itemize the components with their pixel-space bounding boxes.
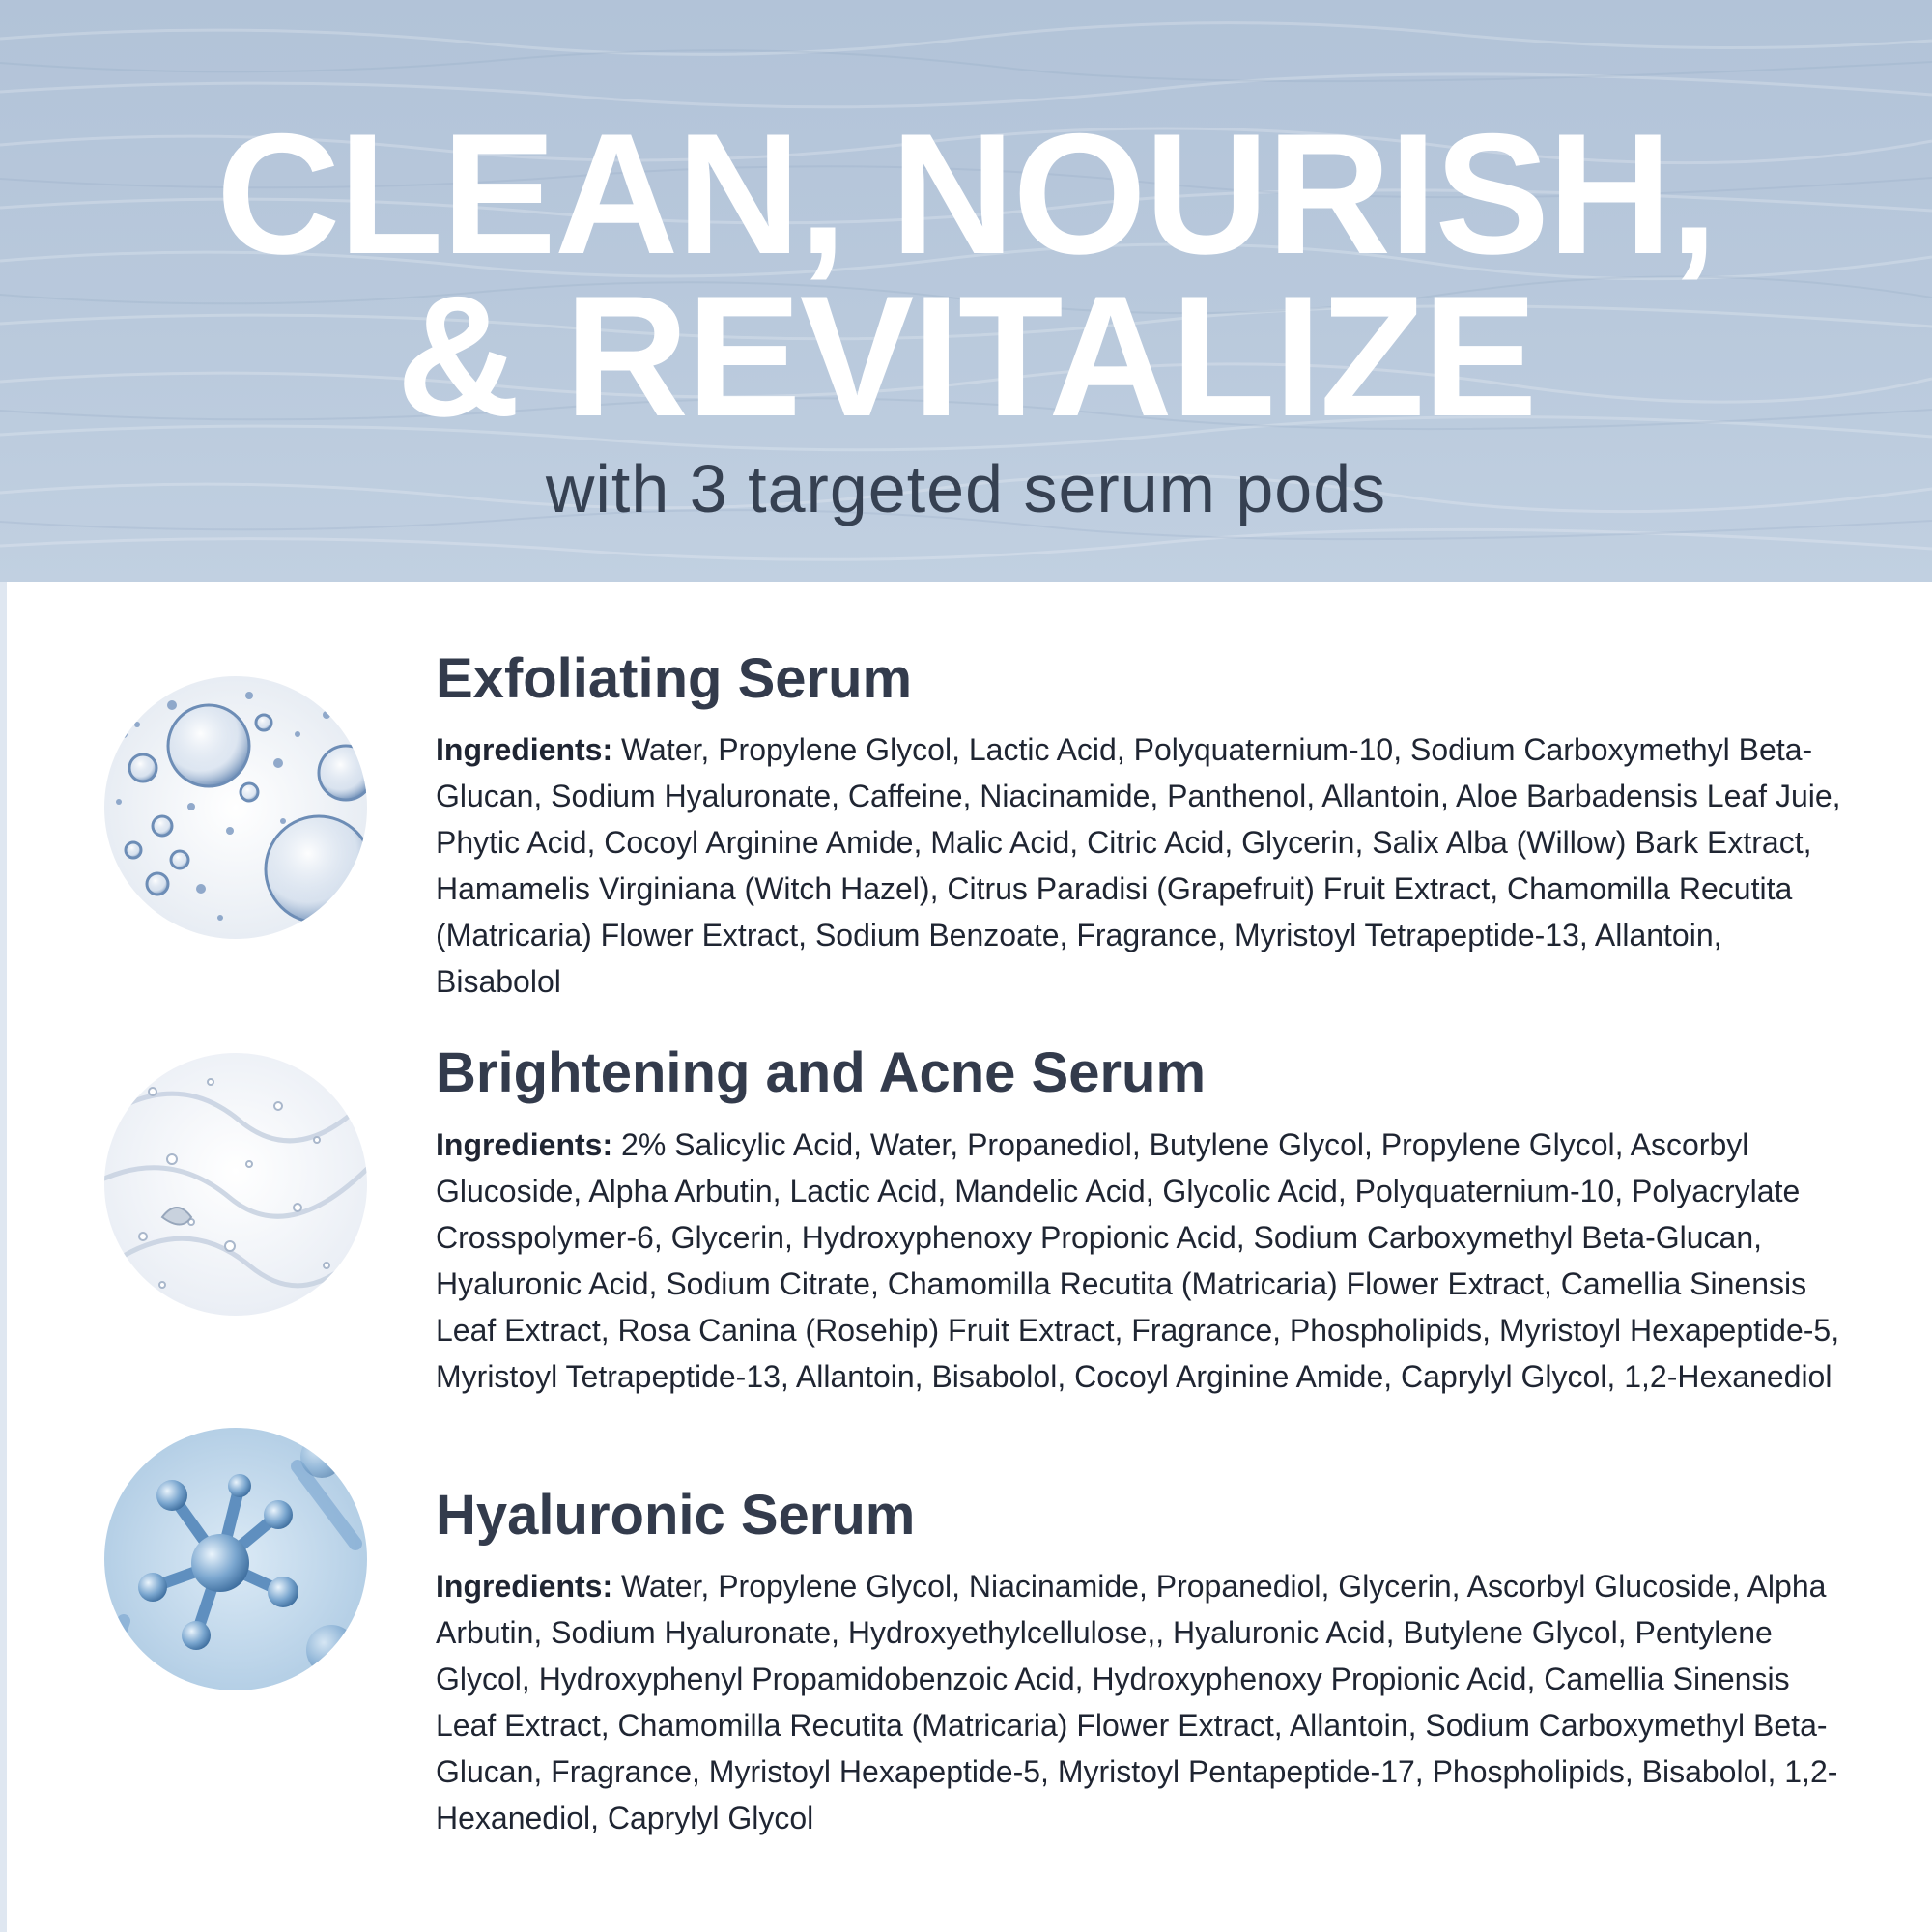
molecule-image xyxy=(104,1428,367,1690)
ingredients-list: 2% Salicylic Acid, Water, Propanediol, Butylene Glycol, Propylene Glycol, Ascorbyl Glucoside, Alpha Arbutin, Lactic Acid, Mandelic Acid, Glycolic Acid, Polyquaternium-10, Polyacrylate Crosspolymer-6, Glycerin, Hydroxyphenoxy Propionic Acid, Sodium Carboxymethyl Beta-Glucan, Hyaluronic Acid, Sodium Citrate, Chamomilla Recutita (Matricaria) Flower Extract, Camellia Sinensis Leaf Extract, Rosa Canina (Rosehip) Fruit Extract, Fragrance, Phospholipids, Myristoyl Hexapeptide-5, Myristoyl Tetrapeptide-13, Allantoin, Bisabolol, Cocoyl Arginine Amide, Caprylyl Glycol, 1,2-Hexanediol xyxy=(436,1127,1840,1394)
side-accent-strip xyxy=(0,582,7,1932)
ingredients-text xyxy=(436,1122,1846,1400)
ingredients-list: Water, Propylene Glycol, Lactic Acid, Polyquaternium-10, Sodium Carboxymethyl Beta-Glucan, Sodium Hyaluronate, Caffeine, Niacinamide, Panthenol, Allantoin, Aloe Barbadensis Leaf Juie, Phytic Acid, Cocoyl Arginine Amide, Malic Acid, Citric Acid, Glycerin, Salix Alba (Willow) Bark Extract, Hamamelis Virginiana (Witch Hazel), Citrus Paradisi (Grapefruit) Fruit Extract, Chamomilla Recutita (Matricaria) Flower Extract, Sodium Benzoate, Fragrance, Myristoyl Tetrapeptide-13, Allantoin, Bisabolol xyxy=(436,732,1841,999)
ingredients-label: Ingredients: xyxy=(436,732,622,767)
ingredients-text xyxy=(436,726,1846,1005)
subheadline: with 3 targeted serum pods xyxy=(545,451,1387,526)
ingredients-label: Ingredients: xyxy=(436,1127,622,1162)
ingredients-label: Ingredients: xyxy=(436,1569,622,1604)
serum-title: Brightening and Acne Serum xyxy=(436,1041,1207,1104)
headline-line-1: CLEAN, NOURISH, xyxy=(215,98,1717,290)
headline-line-2: & REVITALIZE xyxy=(396,260,1536,452)
hero-banner xyxy=(0,0,1932,582)
ingredients-text xyxy=(436,1563,1846,1841)
bubbles-serum-image xyxy=(104,676,367,939)
serum-title: Hyaluronic Serum xyxy=(436,1484,916,1547)
ingredients-list: Water, Propylene Glycol, Niacinamide, Propanediol, Glycerin, Ascorbyl Glucoside, Alpha Arbutin, Sodium Hyaluronate, Hydroxyethylcellulose,, Hyaluronic Acid, Butylene Glycol, Pentylene Glycol, Hydroxyphenyl Propamidobenzoic Acid, Hydroxyphenoxy Propionic Acid, Camellia Sinensis Leaf Extract, Chamomilla Recutita (Matricaria) Flower Extract, Allantoin, Sodium Carboxymethyl Beta-Glucan, Fragrance, Myristoyl Hexapeptide-5, Myristoyl Pentapeptide-17, Phospholipids, Bisabolol, 1,2-Hexanediol, Caprylyl Glycol xyxy=(436,1569,1838,1835)
serum-title: Exfoliating Serum xyxy=(436,647,913,710)
gel-texture-image xyxy=(104,1053,367,1316)
